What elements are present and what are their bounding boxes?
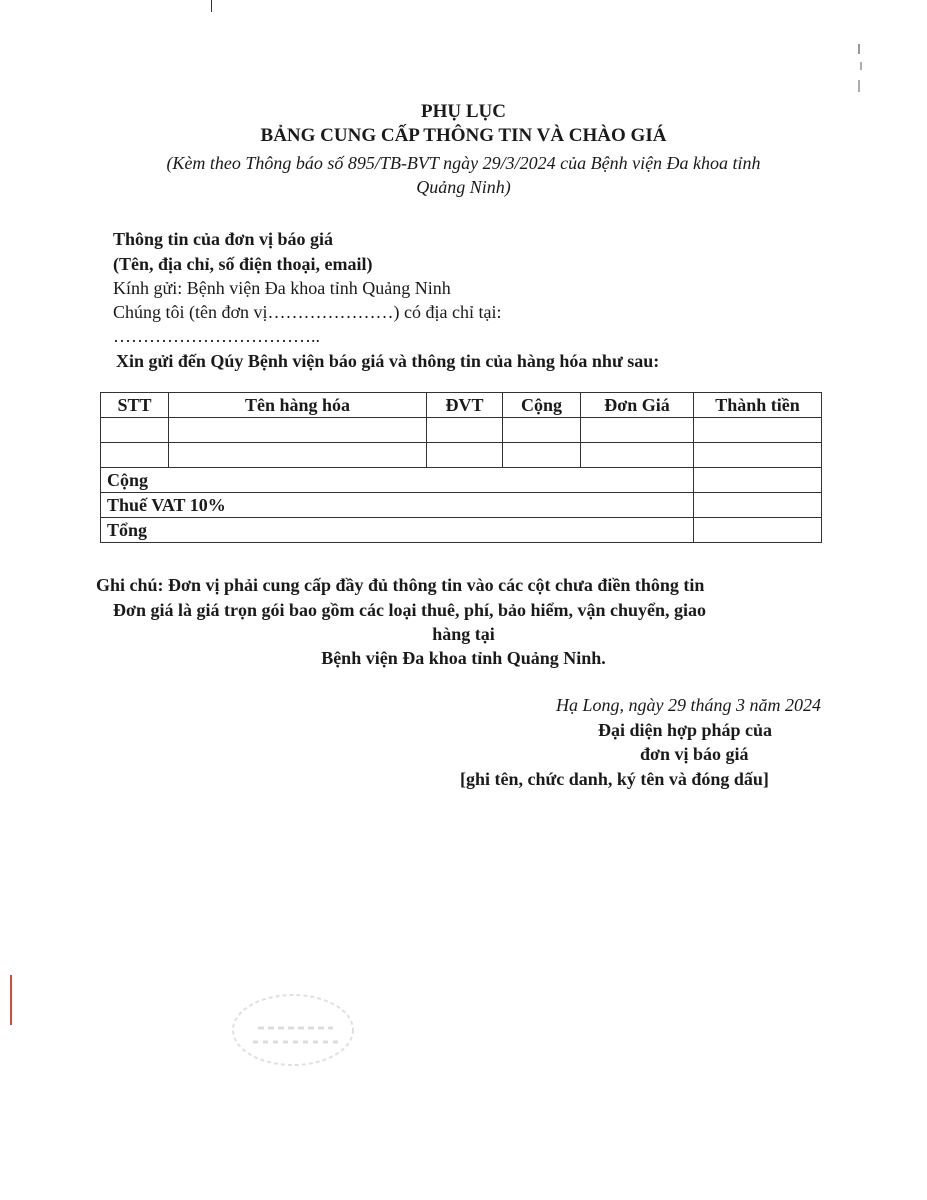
stamp-ghost-icon	[228, 990, 358, 1070]
scan-mark	[858, 44, 860, 54]
quote-table	[100, 392, 822, 543]
subtotal-label: Cộng	[101, 468, 694, 493]
scan-edge-line	[10, 975, 12, 1025]
cell-stt[interactable]	[101, 418, 169, 443]
signatory-role-2: đơn vị báo giá	[640, 744, 749, 764]
scan-mark	[858, 80, 860, 92]
address-line: Chúng tôi (tên đơn vị…………………) có địa chỉ tại:	[113, 302, 502, 322]
header-unit: ĐVT	[427, 393, 503, 418]
note-line-2: Đơn giá là giá trọn gói bao gồm các loại thuê, phí, bảo hiểm, vận chuyển, giao	[113, 600, 707, 620]
cell-quantity[interactable]	[503, 443, 581, 468]
cell-item-name[interactable]	[169, 443, 427, 468]
table-row	[101, 443, 822, 468]
signature-instruction: [ghi tên, chức danh, ký tên và đóng dấu]	[460, 769, 769, 789]
table-header-row	[101, 393, 822, 418]
header-unit-price: Đơn Giá	[581, 393, 694, 418]
vat-label: Thuế VAT 10%	[101, 493, 694, 518]
reference-line-2: Quảng Ninh)	[416, 177, 511, 197]
note-line-1: Ghi chú: Đơn vị phải cung cấp đầy đủ thông tin vào các cột chưa điền thông tin	[96, 575, 705, 595]
summary-row-vat	[101, 493, 822, 518]
summary-row-subtotal	[101, 468, 822, 493]
cell-item-name[interactable]	[169, 418, 427, 443]
cell-unit-price[interactable]	[581, 418, 694, 443]
supplier-info-hint: (Tên, địa chỉ, số điện thoại, email)	[113, 254, 373, 274]
cell-stt[interactable]	[101, 443, 169, 468]
header-quantity: Cộng	[503, 393, 581, 418]
cell-unit[interactable]	[427, 443, 503, 468]
table-row	[101, 418, 822, 443]
note-line-4: Bệnh viện Đa khoa tỉnh Quảng Ninh.	[321, 648, 606, 668]
cell-total[interactable]	[694, 418, 822, 443]
intro-line: Xin gửi đến Qúy Bệnh viện báo giá và thông tin của hàng hóa như sau:	[116, 351, 660, 371]
signatory-role-1: Đại diện hợp pháp của	[598, 720, 773, 740]
cell-unit[interactable]	[427, 418, 503, 443]
grand-total-value[interactable]	[694, 518, 822, 543]
scan-mark	[860, 62, 862, 70]
appendix-heading: PHỤ LỤC	[421, 101, 506, 122]
cell-quantity[interactable]	[503, 418, 581, 443]
header-item-name: Tên hàng hóa	[169, 393, 427, 418]
recipient-line: Kính gửi: Bệnh viện Đa khoa tỉnh Quảng Ninh	[113, 278, 451, 298]
subtotal-value[interactable]	[694, 468, 822, 493]
supplier-info-label: Thông tin của đơn vị báo giá	[113, 229, 334, 249]
scan-mark	[211, 0, 212, 12]
summary-row-grand-total	[101, 518, 822, 543]
header-total: Thành tiền	[694, 393, 822, 418]
grand-total-label: Tổng	[101, 518, 694, 543]
cell-unit-price[interactable]	[581, 443, 694, 468]
vat-value[interactable]	[694, 493, 822, 518]
place-date: Hạ Long, ngày 29 tháng 3 năm 2024	[556, 695, 821, 715]
address-dots: ……………………………..	[113, 326, 320, 346]
document-title: BẢNG CUNG CẤP THÔNG TIN VÀ CHÀO GIÁ	[260, 125, 667, 146]
cell-total[interactable]	[694, 443, 822, 468]
reference-line-1: (Kèm theo Thông báo số 895/TB-BVT ngày 29/3/2024 của Bệnh viện Đa khoa tỉnh	[166, 153, 761, 173]
note-line-3: hàng tại	[432, 624, 495, 644]
header-stt: STT	[101, 393, 169, 418]
